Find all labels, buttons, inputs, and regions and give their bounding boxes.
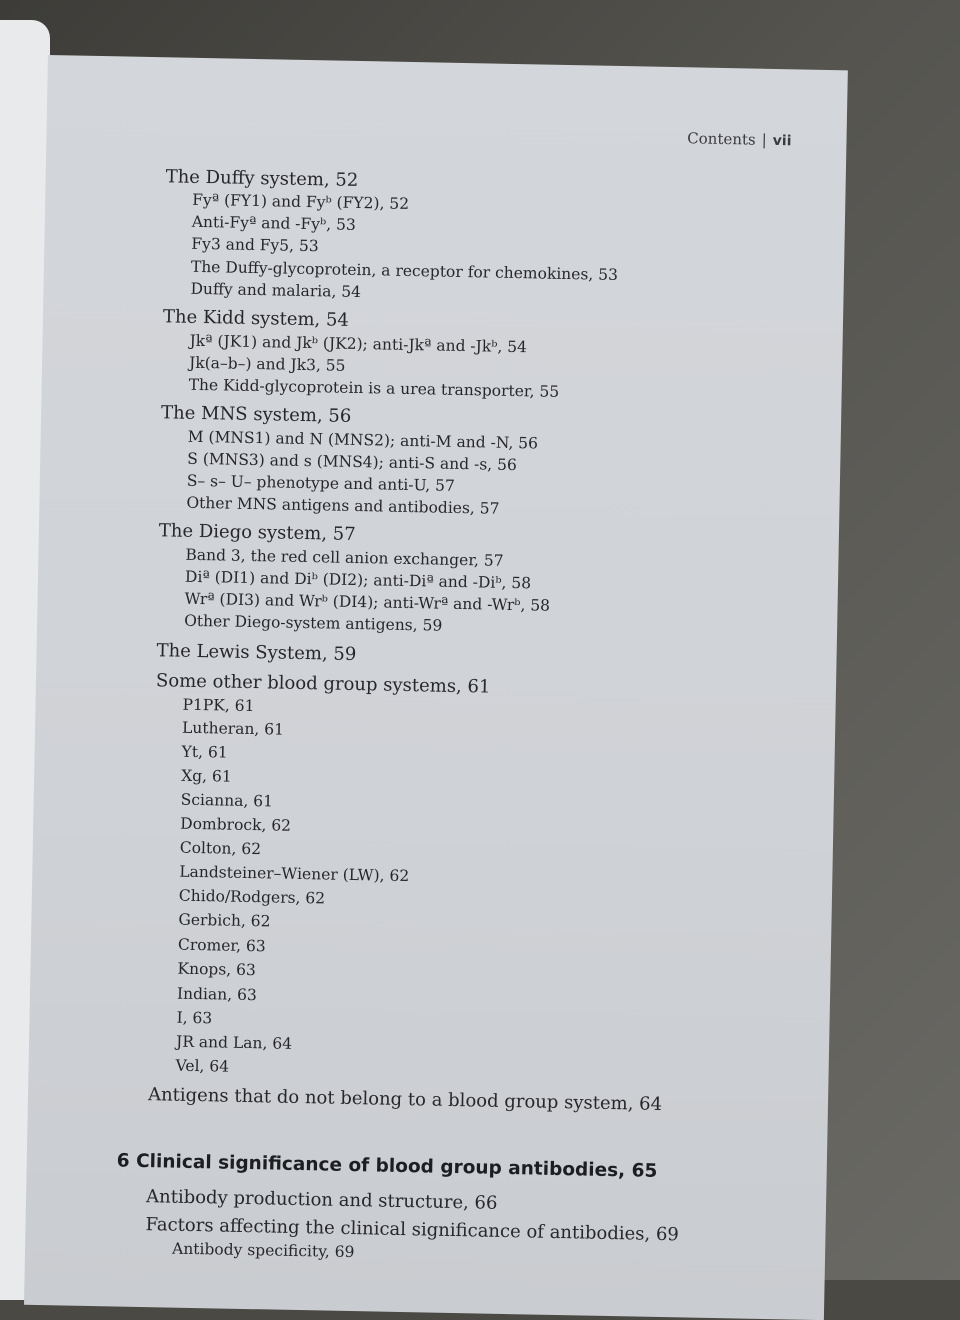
- toc-section-entry: Antigens that do not belong to a blood group system, 64: [147, 1084, 663, 1115]
- toc-subsection-entry: Jkª (JK1) and Jkᵇ (JK2); anti-Jkª and -Jkᵇ, 54: [189, 331, 528, 357]
- toc-subsection-entry: Vel, 64: [175, 1056, 230, 1076]
- toc-section-entry: The MNS system, 56: [160, 402, 352, 427]
- toc-subsection-entry: Fy3 and Fy5, 53: [191, 234, 319, 256]
- toc-subsection-entry: Knops, 63: [177, 959, 257, 980]
- toc-subsection-entry: Fyª (FY1) and Fyᵇ (FY2), 52: [192, 190, 410, 213]
- toc-subsection-entry: Diª (DI1) and Diᵇ (DI2); anti-Diª and -Diᵇ, 58: [184, 567, 532, 593]
- toc-subsection-entry: Yt, 61: [181, 742, 228, 762]
- toc-section-entry: The Lewis System, 59: [156, 640, 357, 666]
- toc-subsection-entry: S (MNS3) and s (MNS4); anti-S and -s, 56: [187, 449, 518, 475]
- toc-section-entry: The Diego system, 57: [158, 520, 356, 545]
- toc-subsection-entry: Gerbich, 62: [178, 910, 271, 931]
- toc-subsection-entry: I, 63: [176, 1008, 213, 1028]
- toc-subsection-entry: Cromer, 63: [177, 935, 266, 956]
- toc-subsection-entry: M (MNS1) and N (MNS2); anti-M and -N, 56: [187, 427, 539, 453]
- toc-subsection-entry: Dombrock, 62: [180, 814, 292, 835]
- toc-section-entry: Antibody production and structure, 66: [145, 1186, 498, 1214]
- toc-subsection-entry: Other MNS antigens and antibodies, 57: [186, 493, 500, 518]
- toc-subsection-entry: Wrª (DI3) and Wrᵇ (DI4); anti-Wrª and -Wrᵇ, 58: [184, 589, 551, 615]
- toc-subsection-entry: Anti-Fyª and -Fyᵇ, 53: [191, 212, 356, 234]
- toc-chapter-heading: 6 Clinical significance of blood group antibodies, 65: [116, 1150, 658, 1182]
- toc-subsection-entry: P1PK, 61: [182, 695, 255, 716]
- toc-subsection-entry: The Kidd-glycoprotein is a urea transporter, 55: [188, 375, 560, 401]
- toc-subsection-entry: Antibody specificity, 69: [171, 1239, 355, 1262]
- toc-section-entry: Some other blood group systems, 61: [155, 670, 491, 698]
- toc-section-entry: The Duffy system, 52: [165, 166, 359, 191]
- running-head: [687, 129, 792, 149]
- page-number: vii: [772, 132, 792, 150]
- toc-subsection-entry: Indian, 63: [176, 984, 257, 1005]
- toc-subsection-entry: Band 3, the red cell anion exchanger, 57: [185, 545, 504, 570]
- toc-subsection-entry: Colton, 62: [179, 838, 262, 859]
- toc-subsection-entry: Jk(a–b–) and Jk3, 55: [188, 353, 346, 375]
- toc-subsection-entry: Other Diego-system antigens, 59: [183, 611, 443, 635]
- toc-section-entry: Factors affecting the clinical significance of antibodies, 69: [145, 1214, 680, 1246]
- toc-subsection-entry: Landsteiner–Wiener (LW), 62: [179, 862, 410, 886]
- book-page: [24, 55, 848, 1320]
- running-head-separator: |: [761, 130, 767, 149]
- toc-section-entry: The Kidd system, 54: [162, 306, 350, 331]
- toc-subsection-entry: Lutheran, 61: [181, 718, 285, 739]
- toc-subsection-entry: Duffy and malaria, 54: [190, 279, 362, 302]
- toc-subsection-entry: Scianna, 61: [180, 790, 274, 811]
- toc-subsection-entry: The Duffy-glycoprotein, a receptor for chemokines, 53: [190, 257, 619, 284]
- toc-subsection-entry: Xg, 61: [181, 766, 232, 786]
- toc-subsection-entry: S– s– U– phenotype and anti-U, 57: [186, 471, 455, 495]
- running-head-section: Contents: [687, 129, 756, 149]
- toc-subsection-entry: JR and Lan, 64: [175, 1032, 293, 1053]
- toc-subsection-entry: Chido/Rodgers, 62: [178, 886, 326, 908]
